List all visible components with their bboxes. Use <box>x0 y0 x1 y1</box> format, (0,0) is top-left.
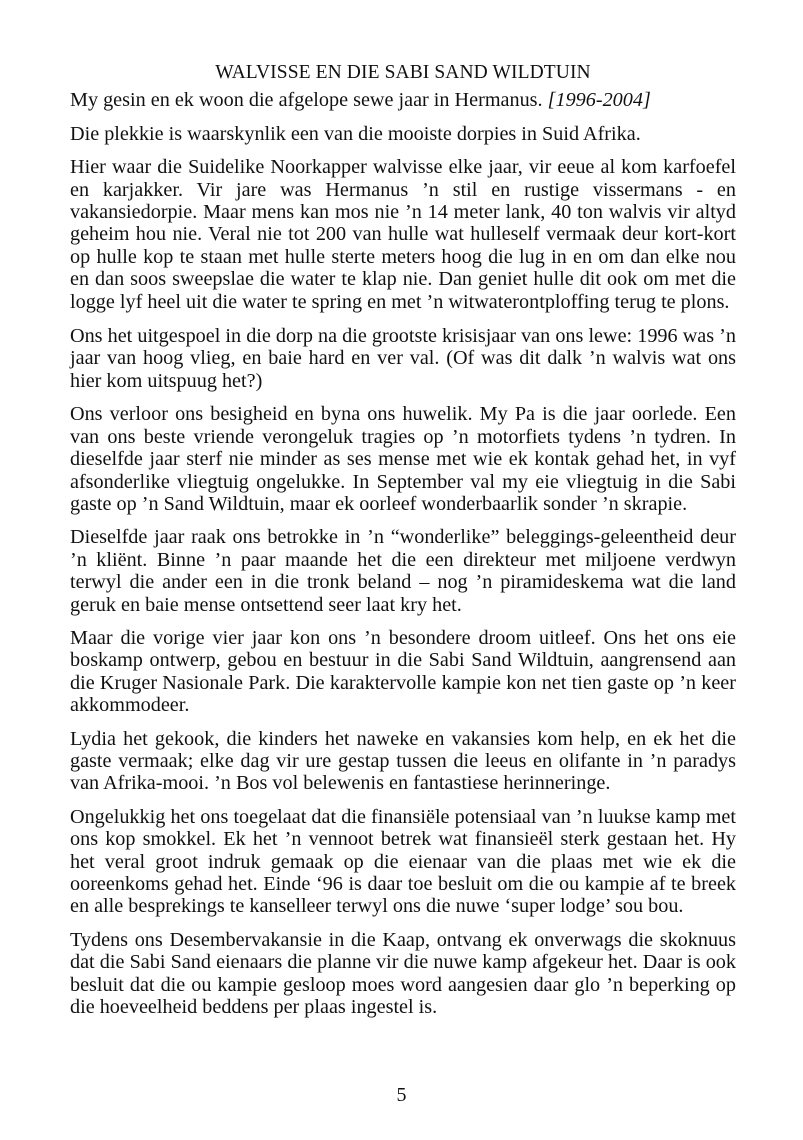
paragraph-6: Maar die vorige vier jaar kon ons ’n besondere droom uitleef. Ons het ons eie boskamp ontwerp, gebou en bestuur in die Sabi Sand Wildtuin, aangrensend aan die Kruger Nasionale Park. Die karaktervolle kampie kon net tien gaste op ’n keer akkommodeer. <box>70 626 736 717</box>
intro-years: [1996-2004] <box>547 89 651 112</box>
paragraph-8: Ongelukkig het ons toegelaat dat die finansiële potensiaal van ’n luukse kamp met ons kop smokkel. Ek het ’n vennoot betrek wat finansieël sterk gestaan het. Hy het veral groot indruk gemaak op die eienaar van die plaas met wie ek die ooreenkoms gehad het. Einde ‘96 is daar toe besluit om die ou kampie af te breek en alle besprekings te kanselleer terwyl ons die nuwe ‘super lodge’ sou bou. <box>70 805 736 918</box>
paragraph-4: Ons verloor ons besigheid en byna ons huwelik. My Pa is die jaar oorlede. Een van ons beste vriende verongeluk tragies op ’n motorfiets tydens ’n tydren. In dieselfde jaar sterf nie minder as ses mense met wie ek kontak gehad het, in vyf afsonderlike vliegtuig ongelukke. In September val my eie vliegtuig in die Sabi gaste op ’n Sand Wildtuin, maar ek oorleef wonderbaarlik sonder ’n skrapie. <box>70 403 736 515</box>
paragraph-9: Tydens ons Desembervakansie in die Kaap, ontvang ek onverwags die skoknuus dat die Sabi Sand eienaars die planne vir die nuwe kamp afgekeur het. Daar is ook besluit dat die ou kampie gesloop moes word aangesien daar glo ’n beperking op die hoeveelheid beddens per plaas ingestel is. <box>70 928 736 1019</box>
paragraph-1: Die plekkie is waarskynlik een van die mooiste dorpies in Suid Afrika. <box>70 122 641 145</box>
intro-text: My gesin en ek woon die afgelope sewe jaar in Hermanus. <box>70 89 548 112</box>
page-number: 5 <box>396 1084 407 1106</box>
paragraph-5: Dieselfde jaar raak ons betrokke in ’n “wonderlike” beleggings-geleentheid deur ’n kliënt. Binne ’n paar maande het die een direkteur met miljoene verdwyn terwyl die ander een in die tronk beland – nog ’n piramideskema wat die land geruk en baie mense ontsettend seer laat kry het. <box>70 526 736 616</box>
paragraph-3: Ons het uitgespoel in die dorp na die grootste krisisjaar van ons lewe: 1996 was ’n jaar van hoog vlieg, en baie hard en ver val. (Of was dit dalk ’n walvis wat ons hier kom uitspuug het?) <box>70 325 736 392</box>
document-page <box>70 62 736 1029</box>
paragraph-7: Lydia het gekook, die kinders het naweke en vakansies kom help, en ek het die gaste vermaak; elke dag vir ure gestap tussen die leeus en olifante in ’n paradys van Afrika-mooi. ’n Bos vol belewenis en fantastiese herinneringe. <box>70 727 736 795</box>
paragraph-2: Hier waar die Suidelike Noorkapper walvisse elke jaar, vir eeue al kom karfoefel en karjakker. Vir jare was Hermanus ’n stil en rustige vissermans - en vakansiedorpie. Maar mens kan mos nie ’n 14 meter lank, 40 ton walvis vir altyd geheim hou nie. Veral nie tot 200 van hulle wat hulleself vermaak deur kort-kort op hulle kop te staan met hulle sterte meters hoog die lug in en om dan elke nou en dan soos sweepslae die water te klap nie. Dan geniet hulle dit ook om met die logge lyf heel uit die water te spring en met ’n witwaterontploffing terug te plons. <box>70 156 736 313</box>
document-title: WALVISSE EN DIE SABI SAND WILDTUIN <box>215 62 591 83</box>
intro-paragraph <box>70 89 736 111</box>
